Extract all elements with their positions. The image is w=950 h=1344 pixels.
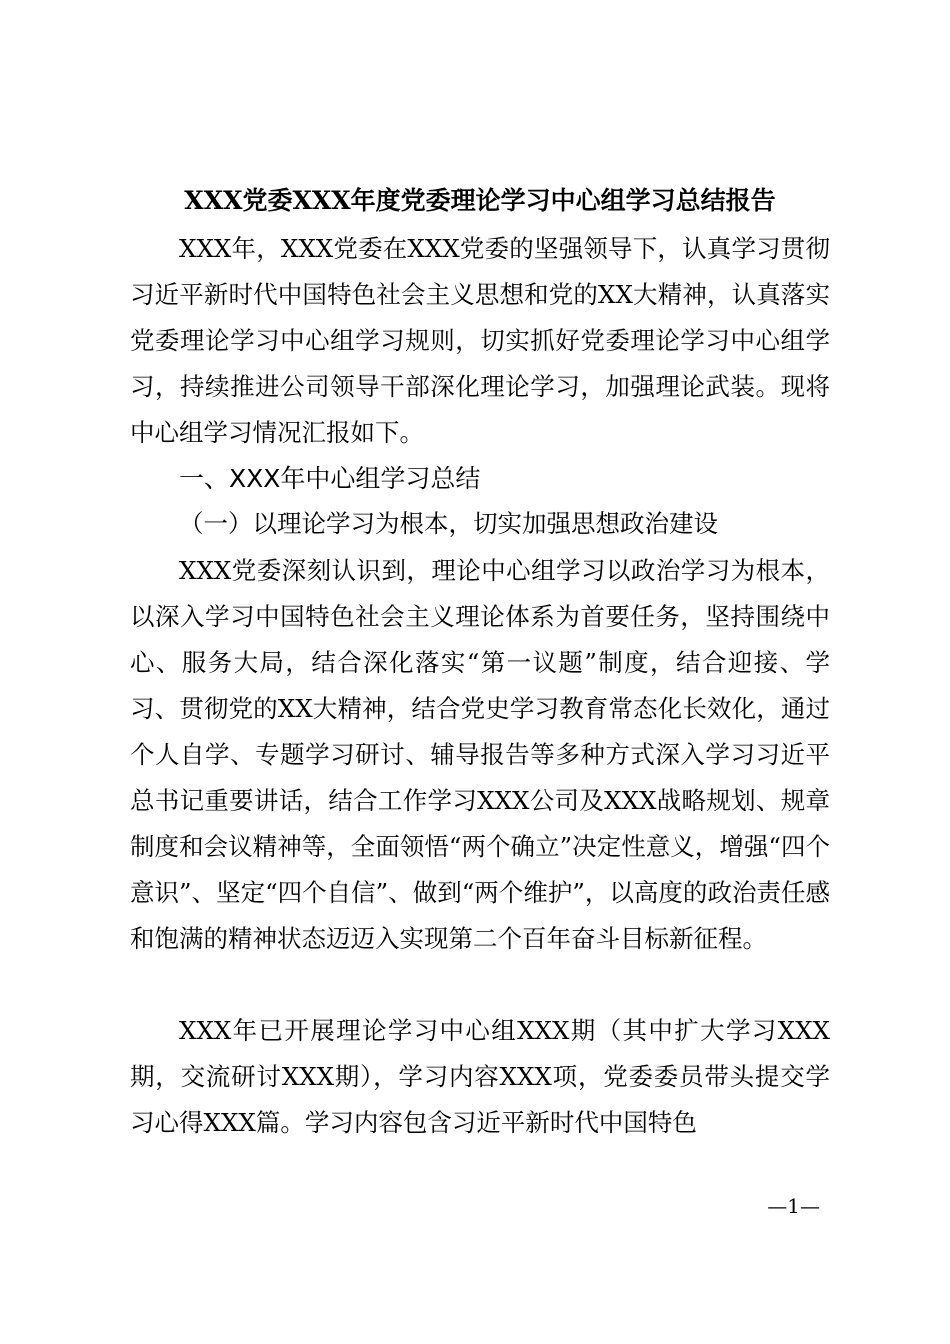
body-paragraph-1: XXX党委深刻认识到，理论中心组学习以政治学习为根本，以深入学习中国特色社会主义理论体系为首要任务，坚持围绕中心、服务大局，结合深化落实“第一议题”制度，结合迎接、学习、贯彻党的XX大精神，结合党史学习教育常态化长效化，通过个人自学、专题学习研讨、辅导报告等多种方式深入学习习近平总书记重要讲话，结合工作学习XXX公司及XXX战略规划、规章制度和会议精神等，全面领悟“两个确立”决定性意义，增强“四个意识”、坚定“四个自信”、做到“两个维护”，以高度的政治责任感和饱满的精神状态迈迈入实现第二个百年奋斗目标新征程。 [130,556,830,953]
subsection-heading: （一）以理论学习为根本，切实加强思想政治建设 [179,509,718,538]
page-number: —1— [767,1194,820,1218]
intro-paragraph: XXX年，XXX党委在XXX党委的坚强领导下，认真学习贯彻习近平新时代中国特色社会主义思想和党的XX大精神，认真落实党委理论学习中心组学习规则，切实抓好党委理论学习中心组学习，持续推进公司领导干部深化理论学习，加强理论武装。现将中心组学习情况汇报如下。 [130,234,830,447]
section-heading: 一、XXX年中心组学习总结 [179,464,481,493]
body-paragraph-2: XXX年已开展理论学习中心组XXX期（其中扩大学习XXX期，交流研讨XXX期），学习内容XXX项，党委委员带头提交学习心得XXX篇。学习内容包含习近平新时代中国特色 [130,1016,830,1137]
document-title: XXX党委XXX年度党委理论学习中心组学习总结报告 [184,186,776,215]
